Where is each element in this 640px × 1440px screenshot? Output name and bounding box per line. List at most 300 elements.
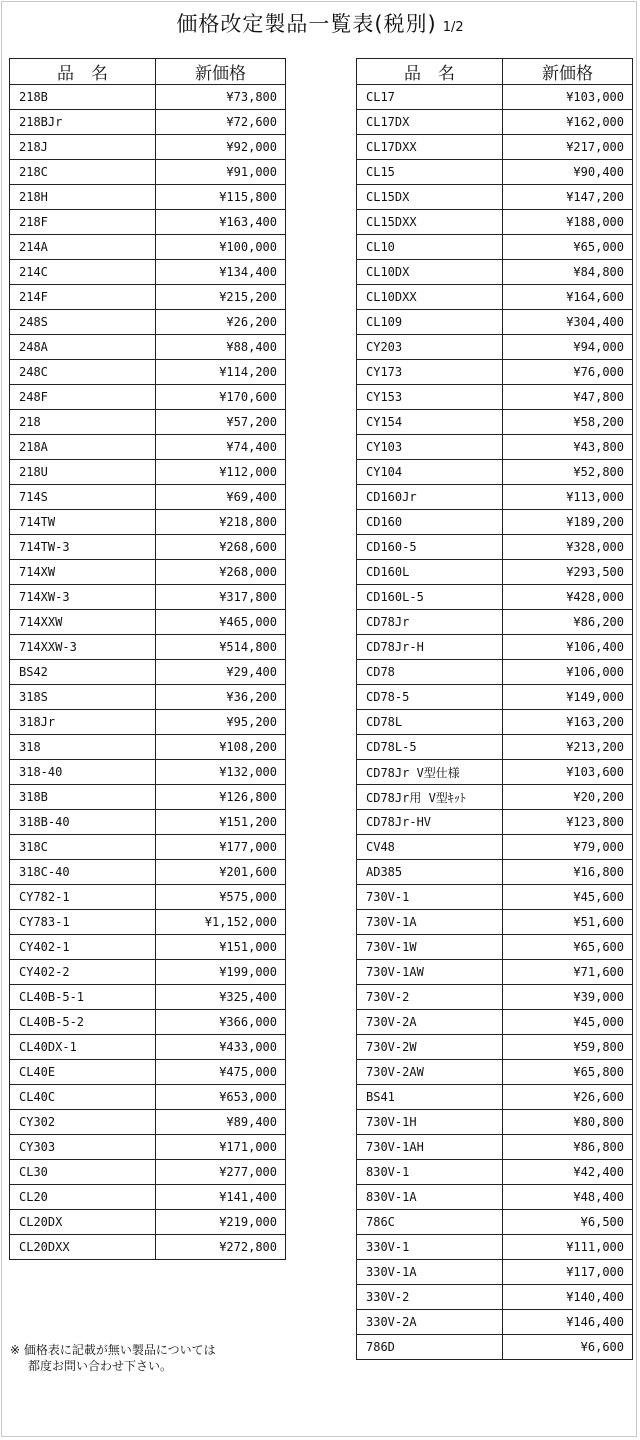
price-cell: ¥106,400 <box>503 635 633 660</box>
table-row <box>357 385 633 410</box>
table-row <box>10 510 286 535</box>
table-row <box>357 885 633 910</box>
table-row <box>10 835 286 860</box>
table-row <box>10 910 286 935</box>
table-row <box>357 185 633 210</box>
table-row <box>10 1185 286 1210</box>
product-name-cell: 730V-2A <box>357 1010 503 1035</box>
product-name-cell: 218 <box>10 410 156 435</box>
page-title <box>0 8 640 38</box>
table-row <box>10 785 286 810</box>
header-product-name: 品 名 <box>10 59 156 85</box>
price-cell: ¥57,200 <box>156 410 286 435</box>
product-name-cell: 218A <box>10 435 156 460</box>
price-cell: ¥36,200 <box>156 685 286 710</box>
price-cell: ¥94,000 <box>503 335 633 360</box>
table-row <box>357 1110 633 1135</box>
product-name-cell: CD78Jr <box>357 610 503 635</box>
product-name-cell: CD78Jr-H <box>357 635 503 660</box>
table-row <box>357 135 633 160</box>
product-name-cell: 218BJr <box>10 110 156 135</box>
price-cell: ¥39,000 <box>503 985 633 1010</box>
product-name-cell: CL20DXX <box>10 1235 156 1260</box>
price-cell: ¥146,400 <box>503 1310 633 1335</box>
table-row <box>10 135 286 160</box>
product-name-cell: CL10DX <box>357 260 503 285</box>
product-name-cell: CD78L-5 <box>357 735 503 760</box>
table-row <box>357 910 633 935</box>
price-cell: ¥213,200 <box>503 735 633 760</box>
product-name-cell: CD78 <box>357 660 503 685</box>
product-name-cell: 330V-1A <box>357 1260 503 1285</box>
product-name-cell: CD78L <box>357 710 503 735</box>
price-cell: ¥177,000 <box>156 835 286 860</box>
price-cell: ¥76,000 <box>503 360 633 385</box>
price-cell: ¥219,000 <box>156 1210 286 1235</box>
table-row <box>357 1185 633 1210</box>
price-cell: ¥113,000 <box>503 485 633 510</box>
table-row <box>10 1010 286 1035</box>
table-row <box>357 1060 633 1085</box>
table-row <box>10 810 286 835</box>
product-name-cell: 218J <box>10 135 156 160</box>
page-indicator: 1/2 <box>442 20 464 35</box>
product-name-cell: 730V-1 <box>357 885 503 910</box>
product-name-cell: 248C <box>10 360 156 385</box>
product-name-cell: CD78Jr用 V型ｷｯﾄ <box>357 785 503 810</box>
price-cell: ¥366,000 <box>156 1010 286 1035</box>
table-row <box>10 85 286 110</box>
product-name-cell: CD78Jr V型仕様 <box>357 760 503 785</box>
price-cell: ¥69,400 <box>156 485 286 510</box>
product-name-cell: 730V-1A <box>357 910 503 935</box>
table-row <box>357 1160 633 1185</box>
price-cell: ¥108,200 <box>156 735 286 760</box>
price-cell: ¥465,000 <box>156 610 286 635</box>
price-cell: ¥151,200 <box>156 810 286 835</box>
price-cell: ¥433,000 <box>156 1035 286 1060</box>
price-cell: ¥114,200 <box>156 360 286 385</box>
price-cell: ¥65,800 <box>503 1060 633 1085</box>
product-name-cell: 786D <box>357 1335 503 1360</box>
table-row <box>10 760 286 785</box>
product-name-cell: CY103 <box>357 435 503 460</box>
product-name-cell: CL10 <box>357 235 503 260</box>
price-table-right <box>356 58 633 1360</box>
price-cell: ¥111,000 <box>503 1235 633 1260</box>
product-name-cell: CD160Jr <box>357 485 503 510</box>
table-row <box>10 185 286 210</box>
table-row <box>357 1035 633 1060</box>
product-name-cell: 318 <box>10 735 156 760</box>
price-cell: ¥47,800 <box>503 385 633 410</box>
product-name-cell: 330V-2A <box>357 1310 503 1335</box>
product-name-cell: 730V-1H <box>357 1110 503 1135</box>
table-row <box>10 360 286 385</box>
header-new-price: 新価格 <box>503 59 633 85</box>
price-cell: ¥163,400 <box>156 210 286 235</box>
price-cell: ¥189,200 <box>503 510 633 535</box>
product-name-cell: 786C <box>357 1210 503 1235</box>
price-cell: ¥86,800 <box>503 1135 633 1160</box>
price-cell: ¥52,800 <box>503 460 633 485</box>
product-name-cell: 318S <box>10 685 156 710</box>
price-cell: ¥171,000 <box>156 1135 286 1160</box>
table-row <box>357 810 633 835</box>
table-row <box>10 685 286 710</box>
table-row <box>357 210 633 235</box>
price-cell: ¥201,600 <box>156 860 286 885</box>
price-cell: ¥73,800 <box>156 85 286 110</box>
price-cell: ¥126,800 <box>156 785 286 810</box>
table-row <box>10 1035 286 1060</box>
price-cell: ¥43,800 <box>503 435 633 460</box>
price-cell: ¥42,400 <box>503 1160 633 1185</box>
table-row <box>357 1335 633 1360</box>
table-row <box>357 160 633 185</box>
product-name-cell: CL10DXX <box>357 285 503 310</box>
product-name-cell: 330V-1 <box>357 1235 503 1260</box>
title-text: 価格改定製品一覧表(税別) <box>176 12 437 36</box>
table-row <box>357 285 633 310</box>
table-row <box>10 235 286 260</box>
price-cell: ¥90,400 <box>503 160 633 185</box>
price-cell: ¥162,000 <box>503 110 633 135</box>
table-row <box>10 960 286 985</box>
price-cell: ¥328,000 <box>503 535 633 560</box>
price-cell: ¥575,000 <box>156 885 286 910</box>
table-row <box>10 935 286 960</box>
price-cell: ¥112,000 <box>156 460 286 485</box>
table-row <box>357 1135 633 1160</box>
product-name-cell: CD160L <box>357 560 503 585</box>
table-row <box>357 985 633 1010</box>
product-name-cell: CY153 <box>357 385 503 410</box>
product-name-cell: CY402-1 <box>10 935 156 960</box>
table-row <box>357 335 633 360</box>
price-cell: ¥199,000 <box>156 960 286 985</box>
product-name-cell: CL17DX <box>357 110 503 135</box>
table-row <box>357 1310 633 1335</box>
table-row <box>10 735 286 760</box>
product-name-cell: 714XXW <box>10 610 156 635</box>
table-row <box>357 260 633 285</box>
product-name-cell: CV48 <box>357 835 503 860</box>
product-name-cell: CL30 <box>10 1160 156 1185</box>
price-cell: ¥20,200 <box>503 785 633 810</box>
table-row <box>10 585 286 610</box>
table-row <box>10 260 286 285</box>
table-row <box>357 660 633 685</box>
product-name-cell: 318B <box>10 785 156 810</box>
table-row <box>10 160 286 185</box>
product-name-cell: 730V-2AW <box>357 1060 503 1085</box>
table-row <box>357 235 633 260</box>
product-name-cell: 318B-40 <box>10 810 156 835</box>
price-cell: ¥59,800 <box>503 1035 633 1060</box>
table-row <box>357 585 633 610</box>
product-name-cell: AD385 <box>357 860 503 885</box>
price-cell: ¥215,200 <box>156 285 286 310</box>
table-row <box>357 1235 633 1260</box>
product-name-cell: BS41 <box>357 1085 503 1110</box>
product-name-cell: 730V-1AH <box>357 1135 503 1160</box>
product-name-cell: 214F <box>10 285 156 310</box>
table-row <box>357 1085 633 1110</box>
table-row <box>357 1010 633 1035</box>
table-row <box>10 610 286 635</box>
header-new-price: 新価格 <box>156 59 286 85</box>
footnote-line-1: ※ 価格表に記載が無い製品については <box>10 1343 216 1357</box>
product-name-cell: 318-40 <box>10 760 156 785</box>
product-name-cell: CY782-1 <box>10 885 156 910</box>
price-cell: ¥653,000 <box>156 1085 286 1110</box>
price-cell: ¥106,000 <box>503 660 633 685</box>
price-cell: ¥428,000 <box>503 585 633 610</box>
product-name-cell: CD78-5 <box>357 685 503 710</box>
product-name-cell: 218U <box>10 460 156 485</box>
price-cell: ¥268,000 <box>156 560 286 585</box>
price-cell: ¥29,400 <box>156 660 286 685</box>
footnote-line-2: 都度お問い合わせ下さい。 <box>28 1359 173 1373</box>
price-cell: ¥164,600 <box>503 285 633 310</box>
product-name-cell: 318Jr <box>10 710 156 735</box>
table-row <box>10 460 286 485</box>
price-cell: ¥6,500 <box>503 1210 633 1235</box>
product-name-cell: BS42 <box>10 660 156 685</box>
table-row <box>357 635 633 660</box>
price-cell: ¥272,800 <box>156 1235 286 1260</box>
table-row <box>10 485 286 510</box>
table-row <box>10 1160 286 1185</box>
table-row <box>357 860 633 885</box>
table-row <box>10 985 286 1010</box>
price-cell: ¥16,800 <box>503 860 633 885</box>
price-cell: ¥80,800 <box>503 1110 633 1135</box>
product-name-cell: CL40E <box>10 1060 156 1085</box>
product-name-cell: CL20DX <box>10 1210 156 1235</box>
product-name-cell: CY154 <box>357 410 503 435</box>
price-cell: ¥6,600 <box>503 1335 633 1360</box>
table-row <box>10 560 286 585</box>
product-name-cell: CL17 <box>357 85 503 110</box>
table-row <box>10 885 286 910</box>
table-row <box>10 1135 286 1160</box>
price-cell: ¥277,000 <box>156 1160 286 1185</box>
table-row <box>10 210 286 235</box>
product-name-cell: 248F <box>10 385 156 410</box>
product-name-cell: CL40DX-1 <box>10 1035 156 1060</box>
price-cell: ¥170,600 <box>156 385 286 410</box>
product-name-cell: 218B <box>10 85 156 110</box>
price-cell: ¥325,400 <box>156 985 286 1010</box>
price-cell: ¥475,000 <box>156 1060 286 1085</box>
product-name-cell: CL40C <box>10 1085 156 1110</box>
product-name-cell: 830V-1A <box>357 1185 503 1210</box>
table-row <box>10 410 286 435</box>
product-name-cell: 730V-2W <box>357 1035 503 1060</box>
price-table-left <box>9 58 286 1260</box>
product-name-cell: 714TW <box>10 510 156 535</box>
table-row <box>357 460 633 485</box>
product-name-cell: CY783-1 <box>10 910 156 935</box>
table-row <box>357 1260 633 1285</box>
price-cell: ¥58,200 <box>503 410 633 435</box>
table-row <box>357 835 633 860</box>
product-name-cell: CY104 <box>357 460 503 485</box>
price-cell: ¥100,000 <box>156 235 286 260</box>
table-row <box>357 360 633 385</box>
product-name-cell: 248A <box>10 335 156 360</box>
table-row <box>357 110 633 135</box>
price-cell: ¥26,200 <box>156 310 286 335</box>
price-cell: ¥218,800 <box>156 510 286 535</box>
price-cell: ¥117,000 <box>503 1260 633 1285</box>
table-row <box>10 535 286 560</box>
product-name-cell: 830V-1 <box>357 1160 503 1185</box>
product-name-cell: CL40B-5-2 <box>10 1010 156 1035</box>
header-product-name: 品 名 <box>357 59 503 85</box>
price-cell: ¥132,000 <box>156 760 286 785</box>
table-row <box>357 510 633 535</box>
product-name-cell: 714XW-3 <box>10 585 156 610</box>
price-cell: ¥79,000 <box>503 835 633 860</box>
product-name-cell: CY402-2 <box>10 960 156 985</box>
product-name-cell: CL17DXX <box>357 135 503 160</box>
product-name-cell: CL109 <box>357 310 503 335</box>
price-cell: ¥317,800 <box>156 585 286 610</box>
price-cell: ¥514,800 <box>156 635 286 660</box>
table-row <box>357 735 633 760</box>
price-cell: ¥89,400 <box>156 1110 286 1135</box>
product-name-cell: 730V-1W <box>357 935 503 960</box>
price-cell: ¥134,400 <box>156 260 286 285</box>
product-name-cell: 330V-2 <box>357 1285 503 1310</box>
price-cell: ¥115,800 <box>156 185 286 210</box>
price-cell: ¥84,800 <box>503 260 633 285</box>
product-name-cell: CD160 <box>357 510 503 535</box>
price-cell: ¥123,800 <box>503 810 633 835</box>
price-cell: ¥92,000 <box>156 135 286 160</box>
price-cell: ¥51,600 <box>503 910 633 935</box>
table-row <box>10 310 286 335</box>
product-name-cell: 248S <box>10 310 156 335</box>
footnote <box>10 1342 216 1374</box>
product-name-cell: CY203 <box>357 335 503 360</box>
table-row <box>357 410 633 435</box>
price-cell: ¥293,500 <box>503 560 633 585</box>
price-cell: ¥140,400 <box>503 1285 633 1310</box>
product-name-cell: CY302 <box>10 1110 156 1135</box>
product-name-cell: 214A <box>10 235 156 260</box>
table-row <box>10 860 286 885</box>
product-name-cell: CY173 <box>357 360 503 385</box>
table-row <box>10 660 286 685</box>
table-row <box>357 760 633 785</box>
table-row <box>10 1210 286 1235</box>
price-cell: ¥26,600 <box>503 1085 633 1110</box>
table-row <box>357 610 633 635</box>
table-row <box>10 635 286 660</box>
price-cell: ¥86,200 <box>503 610 633 635</box>
price-cell: ¥1,152,000 <box>156 910 286 935</box>
product-name-cell: 318C-40 <box>10 860 156 885</box>
table-row <box>357 785 633 810</box>
table-header-row <box>10 59 286 85</box>
product-name-cell: 218F <box>10 210 156 235</box>
table-row <box>357 535 633 560</box>
price-cell: ¥65,000 <box>503 235 633 260</box>
table-row <box>357 85 633 110</box>
product-name-cell: 730V-1AW <box>357 960 503 985</box>
table-row <box>10 110 286 135</box>
product-name-cell: 218C <box>10 160 156 185</box>
product-name-cell: CL15DX <box>357 185 503 210</box>
product-name-cell: 318C <box>10 835 156 860</box>
price-cell: ¥74,400 <box>156 435 286 460</box>
price-cell: ¥217,000 <box>503 135 633 160</box>
price-cell: ¥103,000 <box>503 85 633 110</box>
table-row <box>357 560 633 585</box>
price-cell: ¥45,000 <box>503 1010 633 1035</box>
price-cell: ¥304,400 <box>503 310 633 335</box>
table-row <box>357 485 633 510</box>
product-name-cell: 714TW-3 <box>10 535 156 560</box>
product-name-cell: CL15DXX <box>357 210 503 235</box>
price-cell: ¥141,400 <box>156 1185 286 1210</box>
table-row <box>10 1085 286 1110</box>
table-row <box>357 310 633 335</box>
price-cell: ¥151,000 <box>156 935 286 960</box>
product-name-cell: 714XXW-3 <box>10 635 156 660</box>
price-cell: ¥163,200 <box>503 710 633 735</box>
product-name-cell: 214C <box>10 260 156 285</box>
price-cell: ¥71,600 <box>503 960 633 985</box>
table-row <box>357 935 633 960</box>
table-row <box>10 710 286 735</box>
table-row <box>10 285 286 310</box>
price-cell: ¥147,200 <box>503 185 633 210</box>
price-cell: ¥103,600 <box>503 760 633 785</box>
product-name-cell: 714S <box>10 485 156 510</box>
price-cell: ¥95,200 <box>156 710 286 735</box>
price-cell: ¥268,600 <box>156 535 286 560</box>
table-row <box>357 710 633 735</box>
table-row <box>357 1285 633 1310</box>
product-name-cell: CD160-5 <box>357 535 503 560</box>
price-cell: ¥88,400 <box>156 335 286 360</box>
product-name-cell: CD78Jr-HV <box>357 810 503 835</box>
product-name-cell: 218H <box>10 185 156 210</box>
price-cell: ¥72,600 <box>156 110 286 135</box>
price-cell: ¥149,000 <box>503 685 633 710</box>
price-cell: ¥91,000 <box>156 160 286 185</box>
table-row <box>357 960 633 985</box>
product-name-cell: CD160L-5 <box>357 585 503 610</box>
table-row <box>357 685 633 710</box>
table-row <box>10 1110 286 1135</box>
price-cell: ¥45,600 <box>503 885 633 910</box>
price-cell: ¥48,400 <box>503 1185 633 1210</box>
table-row <box>10 435 286 460</box>
table-header-row <box>357 59 633 85</box>
table-row <box>10 335 286 360</box>
price-cell: ¥65,600 <box>503 935 633 960</box>
table-row <box>10 1235 286 1260</box>
table-row <box>10 385 286 410</box>
product-name-cell: CL20 <box>10 1185 156 1210</box>
table-row <box>357 1210 633 1235</box>
